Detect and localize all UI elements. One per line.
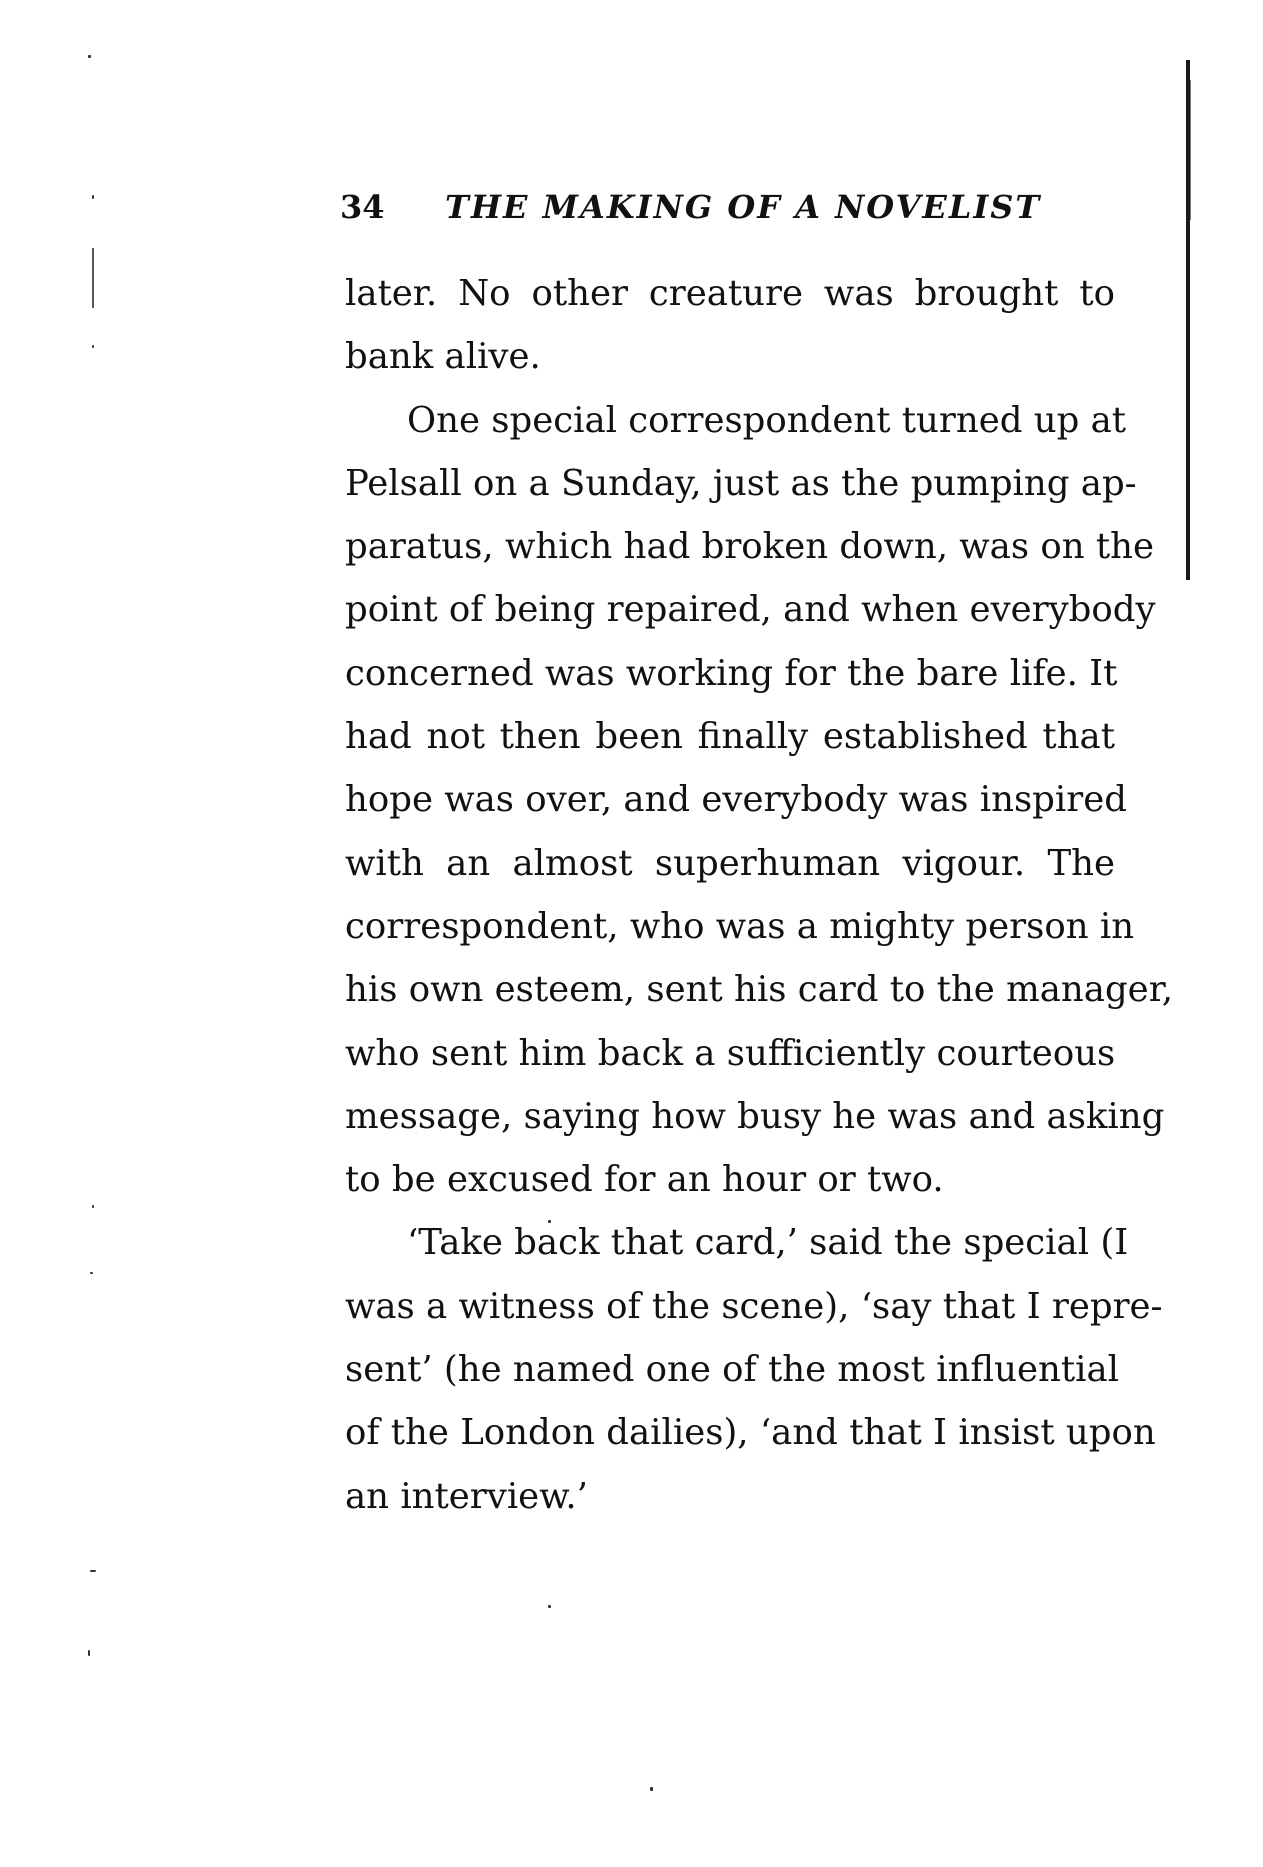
running-header [340, 188, 1130, 228]
text-line: message, saying how busy he was and asking [345, 1095, 1165, 1137]
text-line: point of being repaired, and when everybody [345, 589, 1156, 631]
scan-speck [90, 1570, 96, 1572]
text-line: Pelsall on a Sunday, just as the pumping ap- [345, 462, 1137, 504]
text-line: One special correspondent turned up at [407, 399, 1127, 441]
text-line: sent’ (he named one of the most influential [345, 1349, 1119, 1391]
text-line: who sent him back a sufficiently courteous [345, 1032, 1116, 1074]
text-line: later. No other creature was brought to [345, 273, 1115, 314]
text-line: ‘Take back that card,’ said the special (I [407, 1222, 1129, 1264]
text-line: to be excused for an hour or two. [345, 1159, 944, 1201]
scan-speck [92, 1205, 94, 1208]
scan-speck [548, 1605, 551, 1608]
text-line: bank alive. [345, 336, 541, 378]
running-title: THE MAKING OF A NOVELIST [445, 188, 1042, 226]
scan-edge-line-faint [1190, 80, 1191, 220]
text-line: hope was over, and everybody was inspired [345, 779, 1127, 821]
scan-speck [88, 1650, 90, 1656]
text-line: paratus, which had broken down, was on the [345, 526, 1154, 568]
text-line: an interview.’ [345, 1475, 588, 1517]
text-line: had not then been finally established that [345, 716, 1115, 758]
scan-speck [92, 195, 94, 199]
scan-speck [88, 55, 91, 58]
scan-speck [92, 345, 94, 348]
text-line: with an almost superhuman vigour. The [345, 842, 1115, 884]
text-line: correspondent, who was a mighty person in [345, 905, 1135, 947]
text-line: concerned was working for the bare life. It [345, 652, 1118, 694]
text-line: was a witness of the scene), ‘say that I repre- [345, 1285, 1163, 1327]
text-line: of the London dailies), ‘and that I insist upon [345, 1412, 1156, 1454]
scan-speck [90, 1272, 93, 1274]
body-text [345, 262, 1174, 1528]
page-number: 34 [340, 188, 385, 226]
text-line: his own esteem, sent his card to the manager, [345, 969, 1174, 1011]
scan-speck [650, 1787, 653, 1791]
left-margin-mark [92, 248, 94, 308]
